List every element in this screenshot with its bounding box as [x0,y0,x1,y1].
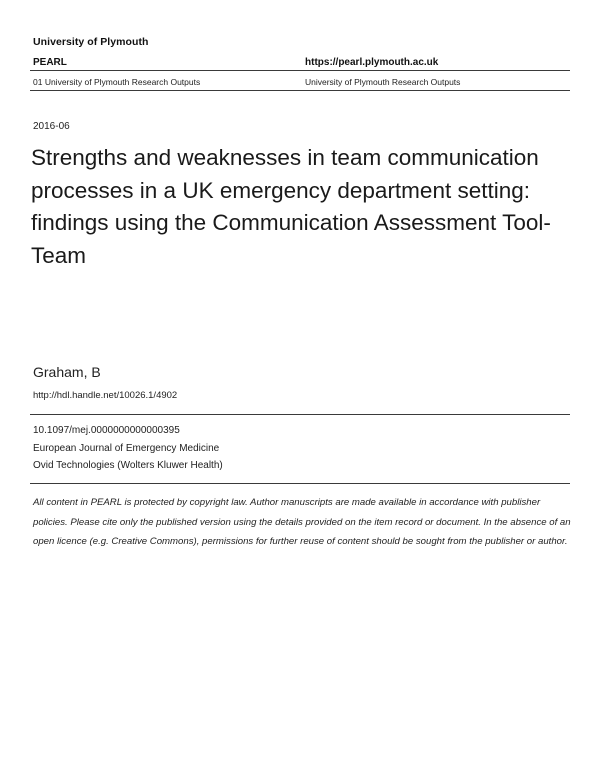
metadata-divider-top [30,414,570,415]
repository-url[interactable]: https://pearl.plymouth.ac.uk [305,57,439,68]
copyright-disclaimer: All content in PEARL is protected by copyright law. Author manuscripts are made available in accordance with publisher policies. Please cite only the published version using the details provided on the item record or document. In the absence of an open licence (e.g. Creative Commons), permissions for further reuse of content should be sought from the publisher or author. [33,497,571,548]
institution-name: University of Plymouth [33,36,149,48]
publication-date: 2016-06 [33,121,70,132]
collection-left: 01 University of Plymouth Research Outputs [33,77,201,87]
metadata-divider-bottom [30,483,570,484]
publisher-name: Ovid Technologies (Wolters Kluwer Health) [33,460,223,471]
header-divider-bottom [30,90,570,91]
paper-title: Strengths and weaknesses in team communication processes in a UK emergency department setting: findings using the Communication Assessment Tool-Team [31,145,551,268]
handle-link[interactable]: http://hdl.handle.net/10026.1/4902 [33,390,178,401]
collection-right: University of Plymouth Research Outputs [305,77,461,87]
journal-name: European Journal of Emergency Medicine [33,443,220,454]
doi: 10.1097/mej.0000000000000395 [33,425,180,436]
header-divider-top [30,70,570,71]
author-name: Graham, B [33,364,101,380]
repository-name: PEARL [33,57,67,68]
